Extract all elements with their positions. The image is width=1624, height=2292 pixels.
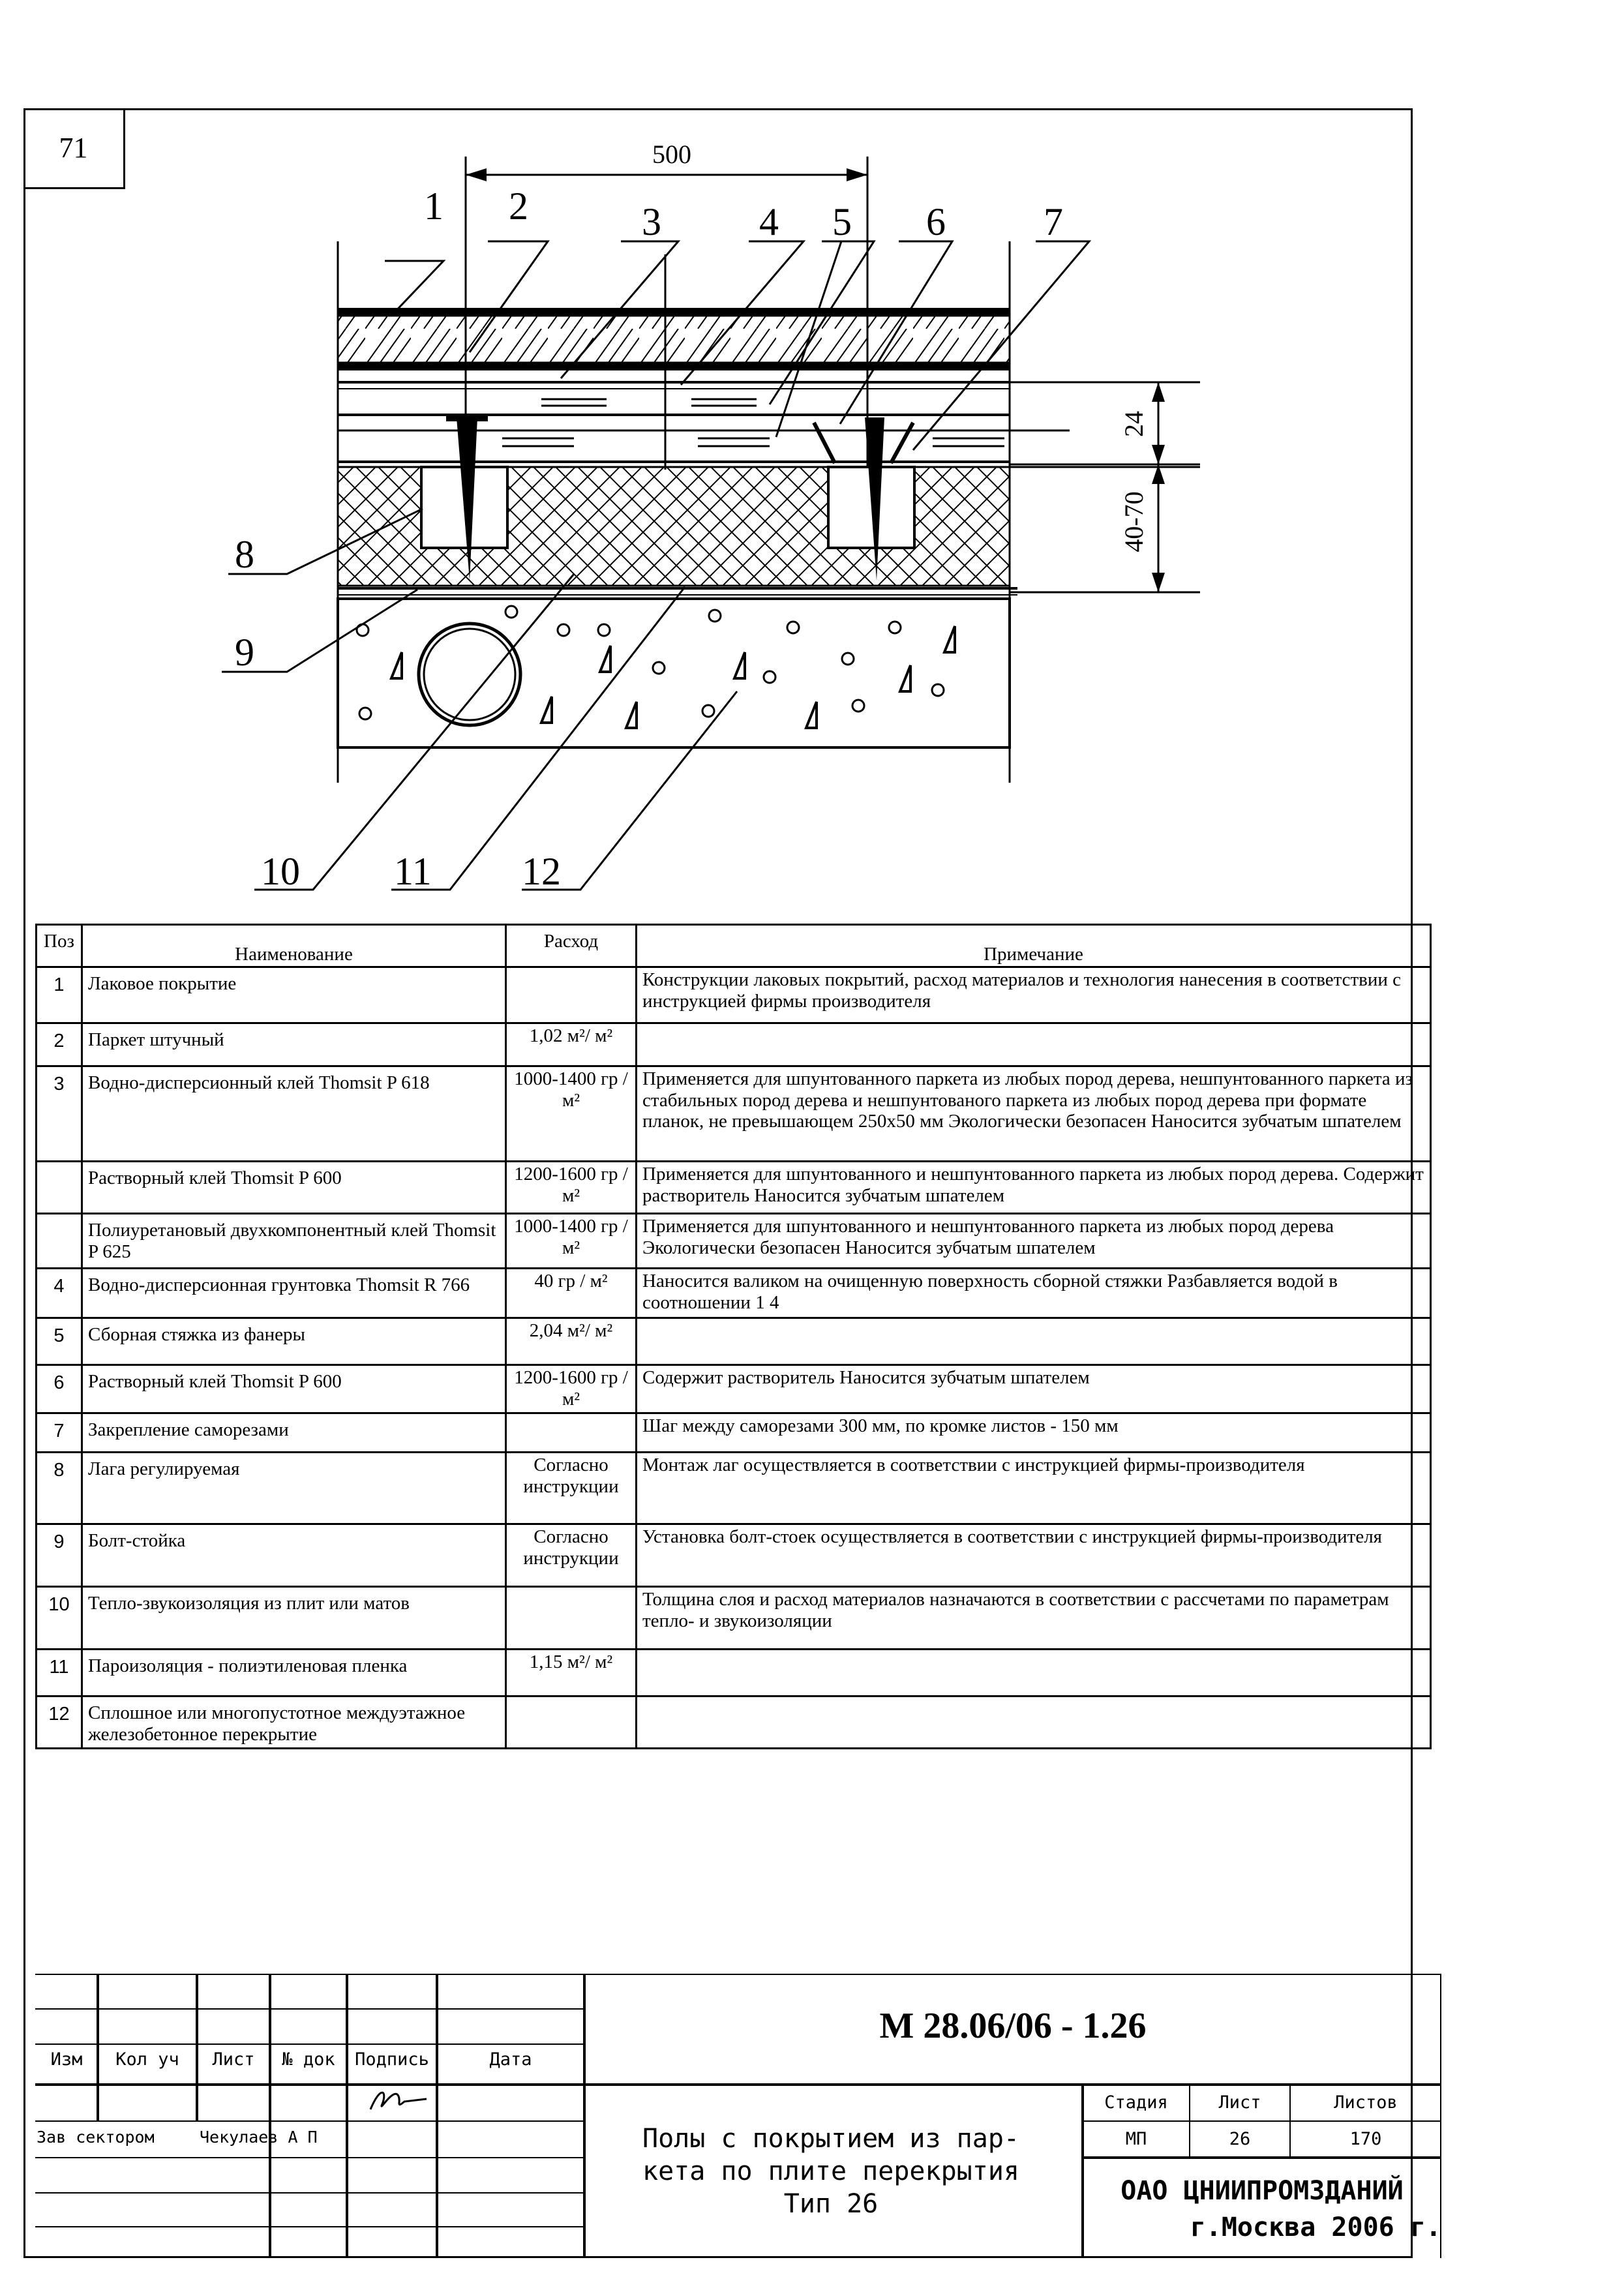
callout-10: 10 [261, 850, 300, 893]
sheets-label: Листов [1334, 2092, 1398, 2113]
sheet-label: Лист [1218, 2092, 1261, 2113]
signature [370, 2092, 427, 2109]
row-pos: 2 [37, 1023, 82, 1066]
row-pos [37, 1214, 82, 1269]
row-pos: 11 [37, 1650, 82, 1696]
col-doc-no: № док [282, 2049, 335, 2070]
row-pos: 4 [37, 1269, 82, 1318]
row-note: Установка болт-стоек осуществляется в соответствии с инструкцией фирмы-производителя [637, 1524, 1431, 1587]
callout-12: 12 [522, 850, 561, 893]
dimension-24: 24 [1119, 411, 1149, 437]
row-amount [506, 1413, 637, 1453]
row-note: Наносится валиком на очищенную поверхность сборной стяжки Разбавляется водой в соотношении 1 4 [637, 1269, 1431, 1318]
row-name: Закрепление саморезами [82, 1413, 506, 1453]
row-amount: 1000-1400 гр / м² [506, 1214, 637, 1269]
drawing-title-line2: кета по плите перекрытия [642, 2156, 1019, 2186]
sheets-value: 170 [1349, 2129, 1382, 2149]
row-note [637, 1318, 1431, 1365]
callout-9: 9 [235, 631, 254, 674]
col-date: Дата [489, 2049, 532, 2070]
row-note: Шаг между саморезами 300 мм, по кромке листов - 150 мм [637, 1413, 1431, 1453]
row-amount [506, 967, 637, 1023]
table-row [37, 1696, 1431, 1749]
row-note: Применяется для шпунтованного и нешпунтованного паркета из любых пород дерева Экологически безопасен Наносится зубчатым шпателем [637, 1214, 1431, 1269]
row-amount: 1,02 м²/ м² [506, 1023, 637, 1066]
stage-label: Стадия [1104, 2092, 1168, 2113]
title-block [35, 1974, 1441, 2258]
callout-3: 3 [642, 200, 661, 243]
row-amount: 1200-1600 гр / м² [506, 1365, 637, 1413]
stage-value: МП [1125, 2129, 1147, 2149]
row-pos: 3 [37, 1066, 82, 1162]
row-name: Сплошное или многопустотное междуэтажное железобетонное перекрытие [82, 1696, 506, 1749]
dimension-500: 500 [652, 140, 691, 169]
callout-2: 2 [509, 185, 528, 228]
row-pos: 9 [37, 1524, 82, 1587]
callout-7: 7 [1044, 200, 1063, 243]
table-row [37, 1066, 1431, 1162]
row-amount: 40 гр / м² [506, 1269, 637, 1318]
col-izm: Изм [50, 2049, 83, 2070]
row-note: Применяется для шпунтованного паркета из любых пород дерева, нешпунтованного паркета из стабильных пород дерева и нешпунтованого паркета из любых пород дерева при формате планок, не превышающем 250х50 мм Экологически безопасен Наносится зубчатым шпателем [637, 1066, 1431, 1162]
specification-table [35, 924, 1432, 1749]
person-name: Чекулаев А П [200, 2128, 318, 2147]
row-pos: 1 [37, 967, 82, 1023]
row-name: Болт-стойка [82, 1524, 506, 1587]
col-signature: Подпись [355, 2049, 429, 2070]
drawing-title-line1: Полы с покрытием из пар- [642, 2124, 1019, 2154]
row-note: Применяется для шпунтованного и нешпунтованного паркета из любых пород дерева. Содержит растворитель Наносится зубчатым шпателем [637, 1162, 1431, 1214]
callout-4: 4 [759, 200, 779, 243]
organization-name: ОАО ЦНИИПРОМЗДАНИЙ [1120, 2176, 1404, 2206]
row-note [637, 1650, 1431, 1696]
table-row [37, 1453, 1431, 1524]
drawing-title-line3: Тип 26 [783, 2189, 879, 2219]
table-header-row [37, 925, 1431, 967]
row-amount: 1,15 м²/ м² [506, 1650, 637, 1696]
row-name: Пароизоляция - полиэтиленовая пленка [82, 1650, 506, 1696]
row-amount [506, 1587, 637, 1650]
row-name: Водно-дисперсионная грунтовка Thomsit R 766 [82, 1269, 506, 1318]
row-name: Растворный клей Thomsit P 600 [82, 1162, 506, 1214]
row-amount: 1000-1400 гр / м² [506, 1066, 637, 1162]
col-name: Наименование [82, 925, 506, 967]
col-list: Лист [212, 2049, 255, 2070]
table-row [37, 1650, 1431, 1696]
row-name: Растворный клей Thomsit P 600 [82, 1365, 506, 1413]
row-amount: 1200-1600 гр / м² [506, 1162, 637, 1214]
table-row [37, 1023, 1431, 1066]
row-pos: 6 [37, 1365, 82, 1413]
callout-1: 1 [424, 185, 444, 228]
table-row [37, 1524, 1431, 1587]
row-pos [37, 1162, 82, 1214]
sheet-number: 71 [23, 108, 125, 189]
table-row [37, 1162, 1431, 1214]
callout-5: 5 [832, 200, 852, 243]
col-pos: Поз [37, 925, 82, 967]
table-row [37, 1214, 1431, 1269]
row-name: Полиуретановый двухкомпонентный клей Thomsit P 625 [82, 1214, 506, 1269]
table-row [37, 1269, 1431, 1318]
row-note: Содержит растворитель Наносится зубчатым шпателем [637, 1365, 1431, 1413]
callout-6: 6 [926, 200, 946, 243]
sheet-value: 26 [1229, 2129, 1251, 2149]
row-note [637, 1023, 1431, 1066]
table-row [37, 1413, 1431, 1453]
row-amount [506, 1696, 637, 1749]
row-note: Толщина слоя и расход материалов назначаются в соответствии с рассчетами по параметрам тепло- и звукоизоляции [637, 1587, 1431, 1650]
row-amount: Согласно инструкции [506, 1524, 637, 1587]
dimension-40-70: 40-70 [1119, 491, 1149, 552]
row-name: Сборная стяжка из фанеры [82, 1318, 506, 1365]
row-name: Лаковое покрытие [82, 967, 506, 1023]
col-note: Примечание [637, 925, 1431, 967]
row-pos: 10 [37, 1587, 82, 1650]
col-kol-uch: Кол уч [115, 2049, 179, 2070]
table-row [37, 1318, 1431, 1365]
callout-11: 11 [394, 850, 432, 893]
row-name: Лага регулируемая [82, 1453, 506, 1524]
row-note [637, 1696, 1431, 1749]
table-row [37, 967, 1431, 1023]
table-row [37, 1587, 1431, 1650]
floor-section-drawing [0, 0, 1624, 920]
role-label: Зав сектором [37, 2128, 155, 2147]
row-amount: Согласно инструкции [506, 1453, 637, 1524]
city-year: г.Москва 2006 г. [1190, 2212, 1441, 2242]
row-name: Тепло-звукоизоляция из плит или матов [82, 1587, 506, 1650]
table-row [37, 1365, 1431, 1413]
row-pos: 8 [37, 1453, 82, 1524]
col-consumption: Расход [506, 925, 637, 967]
callout-8: 8 [235, 533, 254, 576]
document-code: М 28.06/06 - 1.26 [879, 2006, 1147, 2046]
row-amount: 2,04 м²/ м² [506, 1318, 637, 1365]
row-note: Монтаж лаг осуществляется в соответствии с инструкцией фирмы-производителя [637, 1453, 1431, 1524]
row-pos: 12 [37, 1696, 82, 1749]
row-pos: 7 [37, 1413, 82, 1453]
row-name: Водно-дисперсионный клей Thomsit P 618 [82, 1066, 506, 1162]
row-pos: 5 [37, 1318, 82, 1365]
row-note: Конструкции лаковых покрытий, расход материалов и технология нанесения в соответствии с инструкцией фирмы производителя [637, 967, 1431, 1023]
row-name: Паркет штучный [82, 1023, 506, 1066]
